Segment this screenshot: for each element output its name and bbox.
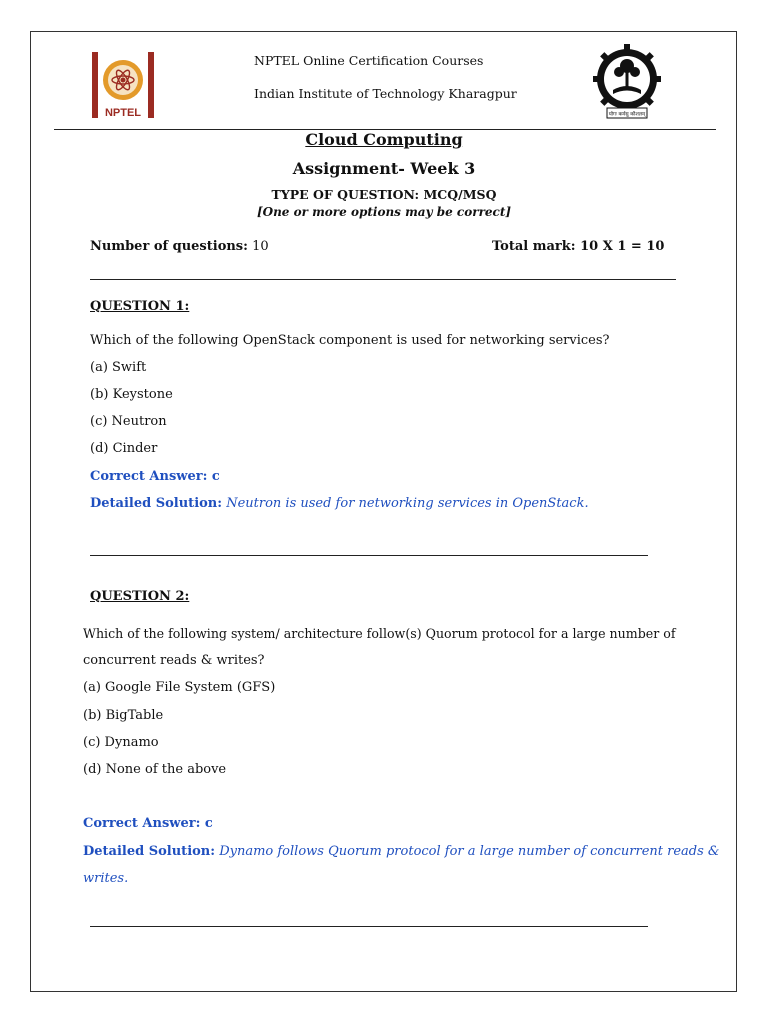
question-1-solution-label: Detailed Solution: bbox=[90, 496, 223, 511]
question-1-answer: Correct Answer: c bbox=[90, 469, 220, 484]
divider bbox=[90, 926, 648, 927]
question-2-text-line-1: Which of the following system/ architecture follow(s) Quorum protocol for a large number of bbox=[83, 626, 676, 641]
question-count bbox=[90, 239, 269, 254]
question-type: TYPE OF QUESTION: MCQ/MSQ bbox=[271, 187, 497, 202]
question-count-label: Number of questions: bbox=[90, 239, 248, 254]
header-line-2: Indian Institute of Technology Kharagpur bbox=[254, 86, 517, 101]
header-line-1: NPTEL Online Certification Courses bbox=[254, 53, 484, 68]
question-2-solution bbox=[83, 844, 719, 859]
divider bbox=[90, 555, 648, 556]
divider bbox=[90, 279, 676, 280]
total-marks: Total mark: 10 X 1 = 10 bbox=[492, 239, 665, 254]
iit-kharagpur-logo bbox=[591, 44, 663, 122]
question-1-solution-text: Neutron is used for networking services in OpenStack. bbox=[222, 496, 589, 511]
nptel-logo-text: NPTEL bbox=[104, 107, 142, 119]
assignment-title: Assignment- Week 3 bbox=[292, 159, 476, 178]
iit-logo-motto: योगः कर्मसु कौशलम् bbox=[608, 111, 646, 118]
question-1-option-d: (d) Cinder bbox=[90, 441, 158, 456]
options-note: [One or more options may be correct] bbox=[256, 205, 512, 219]
question-1-text: Which of the following OpenStack component is used for networking services? bbox=[90, 333, 610, 348]
nptel-logo bbox=[90, 50, 158, 122]
question-1-heading: QUESTION 1: bbox=[90, 299, 190, 314]
question-count-value: 10 bbox=[247, 239, 269, 254]
question-2-heading: QUESTION 2: bbox=[90, 589, 190, 604]
question-2-text-line-2: concurrent reads & writes? bbox=[83, 653, 265, 668]
question-2-solution-label: Detailed Solution: bbox=[83, 844, 216, 859]
question-2-solution-text-line-2: writes. bbox=[83, 871, 129, 886]
question-2-option-c: (c) Dynamo bbox=[83, 735, 159, 750]
question-2-solution-text-line-1: Dynamo follows Quorum protocol for a large number of concurrent reads & bbox=[215, 844, 720, 859]
question-2-option-b: (b) BigTable bbox=[83, 708, 164, 723]
question-1-option-b: (b) Keystone bbox=[90, 387, 173, 402]
question-1-solution bbox=[90, 496, 589, 511]
course-title: Cloud Computing bbox=[305, 130, 463, 149]
question-1-option-a: (a) Swift bbox=[90, 360, 147, 375]
question-2-option-a: (a) Google File System (GFS) bbox=[83, 680, 276, 695]
question-1-option-c: (c) Neutron bbox=[90, 414, 167, 429]
question-2-option-d: (d) None of the above bbox=[83, 762, 227, 777]
question-2-answer: Correct Answer: c bbox=[83, 816, 213, 831]
